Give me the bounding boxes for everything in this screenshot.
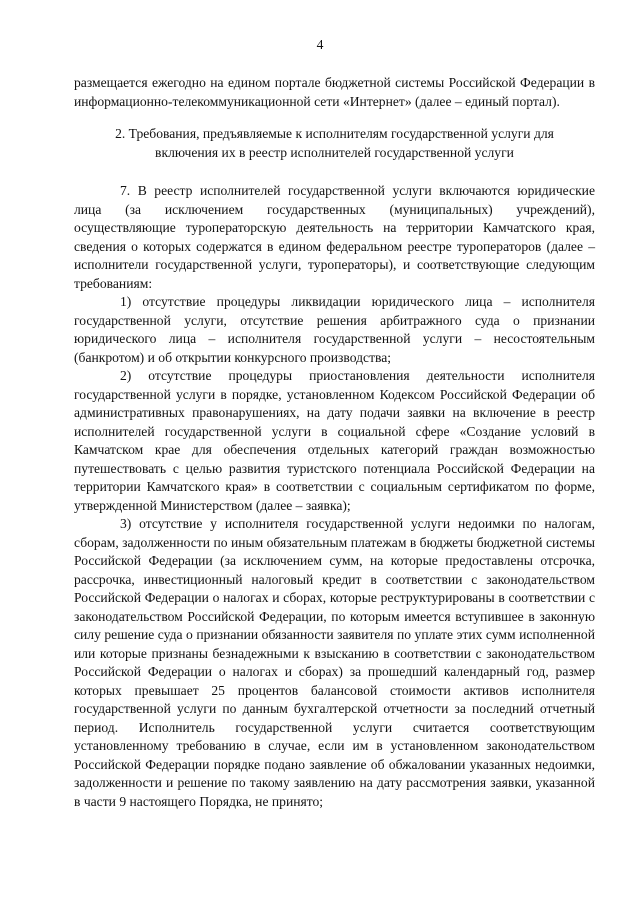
- intro-paragraph: размещается ежегодно на едином портале бюджетной системы Российской Федерации в информационно-телекоммуникационной сети «Интернет» (далее – единый портал).: [74, 75, 595, 109]
- paragraph-requirement-2: 2) отсутствие процедуры приостановления деятельности исполнителя государственной услуги в порядке, установленном Кодексом Российской Федерации об административных правонарушениях, на дату подачи заявки на включение в реестр исполнителей государственной услуги в социальной сфере «Создание условий в Камчатском крае для обеспечения отдельных категорий граждан возможностью путешествовать с целью развития туристского потенциала Российской Федерации на территории Камчатского края» в соответствии с социальным сертификатом по форме, утвержденной Министерством (далее – заявка);: [74, 368, 595, 513]
- page-number: 4: [316, 37, 324, 52]
- paragraph-requirement-1: 1) отсутствие процедуры ликвидации юридического лица – исполнителя государственной услуги, отсутствие решения арбитражного суда о признании юридического лица – исполнителя государственной услуги – несостоятельным (банкротом) и об открытии конкурсного производства;: [74, 294, 595, 365]
- section-heading: 2. Требования, предъявляемые к исполнителям государственной услуги для включения их в реестр исполнителей государственной услуги: [115, 126, 554, 160]
- paragraph-requirement-3: 3) отсутствие у исполнителя государственной услуги недоимки по налогам, сборам, задолженности по иным обязательным платежам в бюджеты бюджетной системы Российской Федерации (за исключением сумм, на которые предоставлены отсрочка, рассрочка, инвестиционный налоговый кредит в соответствии с законодательством Российской Федерации о налогах и сборах, которые реструктурированы в соответствии с законодательством Российской Федерации, по которым имеется вступившее в законную силу решение суда о признании обязанности заявителя по уплате этих сумм исполненной или которые признаны безнадежными к взысканию в соответствии с законодательством Российской Федерации о налогах и сборах) за прошедший календарный год, размер которых превышает 25 процентов балансовой стоимости активов исполнителя государственной услуги по данным бухгалтерской отчетности за последний отчетный период. Исполнитель государственной услуги считается соответствующим установленному требованию в случае, если им в установленном законодательством Российской Федерации порядке подано заявление об обжаловании указанных недоимки, задолженности и решение по такому заявлению на дату рассмотрения заявки, указанной в части 9 настоящего Порядка, не принято;: [74, 516, 595, 809]
- paragraph-clause-7: 7. В реестр исполнителей государственной услуги включаются юридические лица (за исключением государственных (муниципальных) учреждений), осуществляющие туроператорскую деятельность на территории Камчатского края, сведения о которых содержатся в едином федеральном реестре туроператоров (далее – исполнители государственной услуги, туроператоры), и соответствующие следующим требованиям:: [74, 183, 595, 291]
- document-body: [74, 74, 595, 811]
